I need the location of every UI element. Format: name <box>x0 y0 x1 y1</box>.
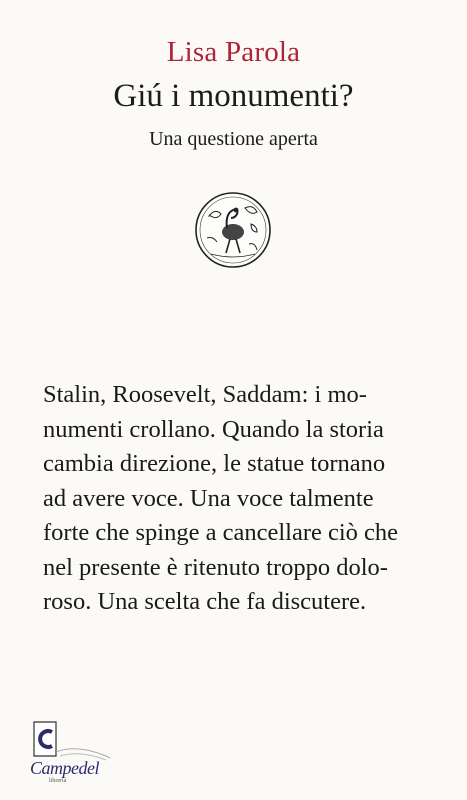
blurb-line: roso. Una scelta che fa discutere. <box>43 588 367 615</box>
library-subtitle: libreria <box>49 778 67 784</box>
author-name: Lisa Parola <box>166 36 301 68</box>
blurb-line: cambia direzione, le statue tornano <box>43 450 386 477</box>
blurb-line: nel presente è ritenuto troppo dolo- <box>43 553 388 581</box>
blurb-line: Stalin, Roosevelt, Saddam: i mo- <box>43 381 367 408</box>
blurb-line: numenti crollano. Quando la storia <box>43 415 384 443</box>
blurb-text <box>43 378 427 620</box>
library-name: Campedel <box>30 758 99 778</box>
ostrich-seal-icon <box>193 190 273 270</box>
blurb-line: ad avere voce. Una voce talmente <box>43 484 374 512</box>
book-subtitle: Una questione aperta <box>149 128 318 150</box>
book-title: Giú i monumenti? <box>113 78 354 114</box>
blurb-line: forte che spinge a cancellare ciò che <box>43 519 399 546</box>
